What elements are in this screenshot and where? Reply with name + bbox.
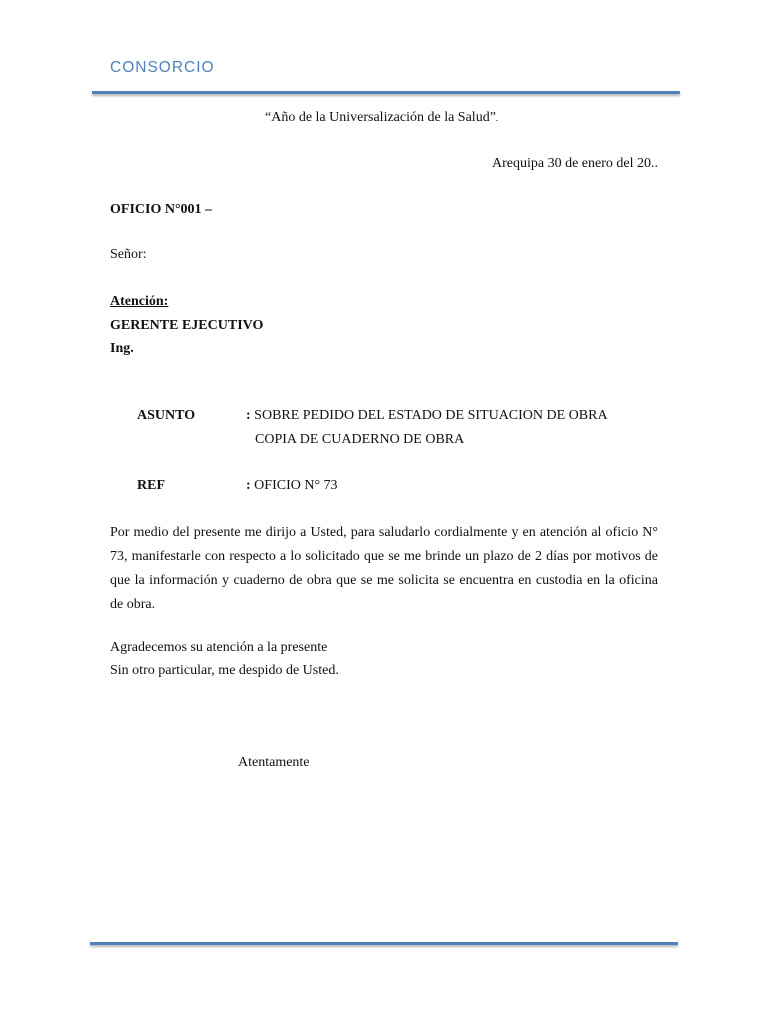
recipient-title: GERENTE EJECUTIVO — [110, 318, 264, 333]
reference-value: OFICIO N° 73 — [250, 478, 338, 493]
date-line: Arequipa 30 de enero del 20.. — [492, 156, 658, 171]
footer-divider — [90, 942, 678, 945]
subject-colon: : — [246, 408, 251, 423]
letterhead-brand: CONSORCIO — [110, 59, 215, 76]
body-paragraph — [110, 521, 658, 617]
reference-line — [246, 478, 338, 494]
header-divider — [92, 91, 680, 94]
closing-line: Sin otro particular, me despido de Usted. — [110, 663, 339, 678]
subject-line-1 — [246, 408, 608, 424]
thanks-line: Agradecemos su atención a la presente — [110, 640, 328, 655]
body-line: 73, manifestarle con respecto a lo solicitado que se me brinde un plazo de 2 días por motivos de — [110, 549, 658, 564]
attention-label: Atención: — [110, 294, 169, 309]
recipient-prefix: Ing. — [110, 341, 134, 356]
body-line: Por medio del presente me dirijo a Usted, para saludarlo cordialmente y en atención al oficio N° — [110, 525, 658, 540]
year-motto-dot: . — [495, 113, 499, 123]
reference-colon: : — [246, 478, 251, 493]
year-motto-text: “Año de la Universalización de la Salud” — [265, 110, 496, 125]
oficio-number: OFICIO N°001 – — [110, 202, 213, 217]
salutation: Señor: — [110, 247, 147, 262]
body-line: de obra. — [110, 597, 156, 612]
body-line: que la información y cuaderno de obra que se me solicita se encuentra en custodia en la oficina — [110, 573, 658, 588]
year-motto — [265, 110, 498, 126]
subject-text-1: SOBRE PEDIDO DEL ESTADO DE SITUACION DE OBRA — [250, 408, 608, 423]
subject-line-2: COPIA DE CUADERNO DE OBRA — [255, 432, 465, 447]
subject-label: ASUNTO — [137, 408, 196, 423]
reference-label: REF — [137, 478, 165, 493]
signoff: Atentamente — [238, 755, 310, 770]
